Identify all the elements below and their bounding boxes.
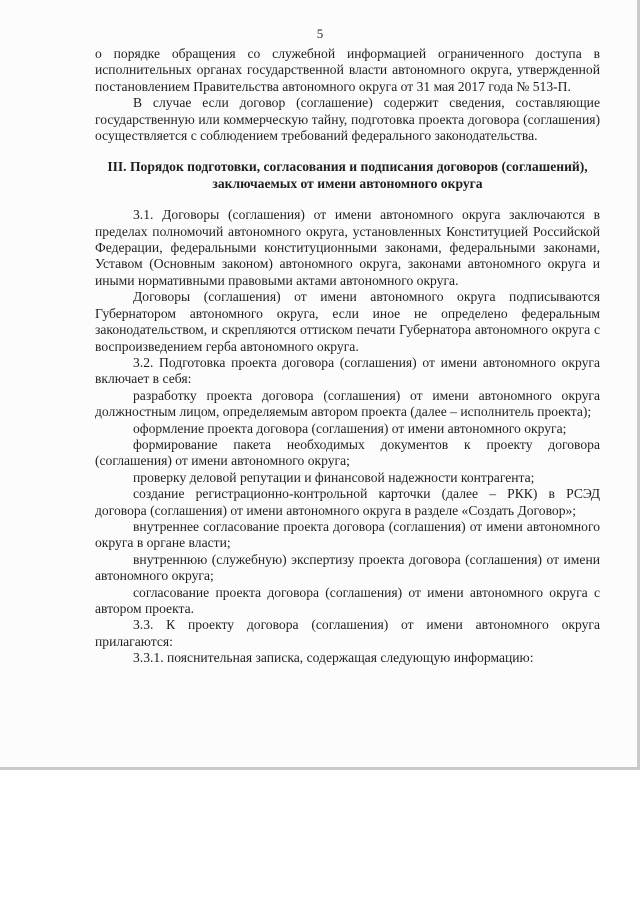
paragraph-secret-info: В случае если договор (соглашение) содержит сведения, составляющие государственную или коммерческую тайну, подготовка проекта договора (соглашения) осуществляется с соблюдением требований федерального законодательства.: [95, 95, 600, 144]
paragraph-3-3-1: 3.3.1. пояснительная записка, содержащая следующую информацию:: [133, 650, 534, 666]
paragraph-3-1: 3.1. Договоры (соглашения) от имени автономного округа заключаются в пределах полномочий автономного округа, установленных Конституцией Российской Федерации, федеральными конституционными законами, федеральными законами, Уставом (Основным законом) автономного округа, законами автономного округа и иными нормативными правовыми актами автономного округа.: [95, 207, 600, 288]
list-item: проверку деловой репутации и финансовой надежности контрагента;: [133, 469, 535, 485]
list-item: разработку проекта договора (соглашения) от имени автономного округа должностным лицом, определяемым автором проекта (далее – исполнитель проекта);: [95, 387, 600, 420]
list-item: оформление проекта договора (соглашения) от имени автономного округа;: [133, 420, 567, 436]
paragraph-continuation: о порядке обращения со служебной информацией ограниченного доступа в исполнительных органах государственной власти автономного округа, утвержденной постановлением Правительства автономного округа от 31 мая 2017 года № 513-П.: [95, 46, 600, 94]
paragraph-3-2: 3.2. Подготовка проекта договора (соглашения) от имени автономного округа включает в себя:: [95, 354, 600, 387]
list-item: создание регистрационно-контрольной карточки (далее – РКК) в РСЭД договора (соглашения) от имени автономного округа в разделе «Создать Договор»;: [95, 486, 600, 518]
paragraph-signing: Договоры (соглашения) от имени автономного округа подписываются Губернатором автономного округа, если иное не определено федеральным законодательством, и скрепляются оттиском печати Губернатора автономного округа с воспроизведением герба автономного округа.: [95, 289, 600, 354]
list-item: согласование проекта договора (соглашения) от имени автономного округа с автором проекта.: [95, 584, 600, 616]
list-item: внутреннюю (служебную) экспертизу проекта договора (соглашения) от имени автономного округа;: [95, 551, 600, 584]
page-number: 5: [316, 26, 324, 41]
section-heading: III. Порядок подготовки, согласования и подписания договоров (соглашений), заключаемых от имени автономного округа: [107, 159, 588, 191]
list-item: формирование пакета необходимых документов к проекту договора (соглашения) от имени автономного округа;: [95, 436, 600, 469]
list-item: внутреннее согласование проекта договора (соглашения) от имени автономного округа в органе власти;: [95, 518, 600, 551]
document-body: [95, 46, 600, 667]
paragraph-3-3: 3.3. К проекту договора (соглашения) от имени автономного округа прилагаются:: [95, 617, 600, 649]
